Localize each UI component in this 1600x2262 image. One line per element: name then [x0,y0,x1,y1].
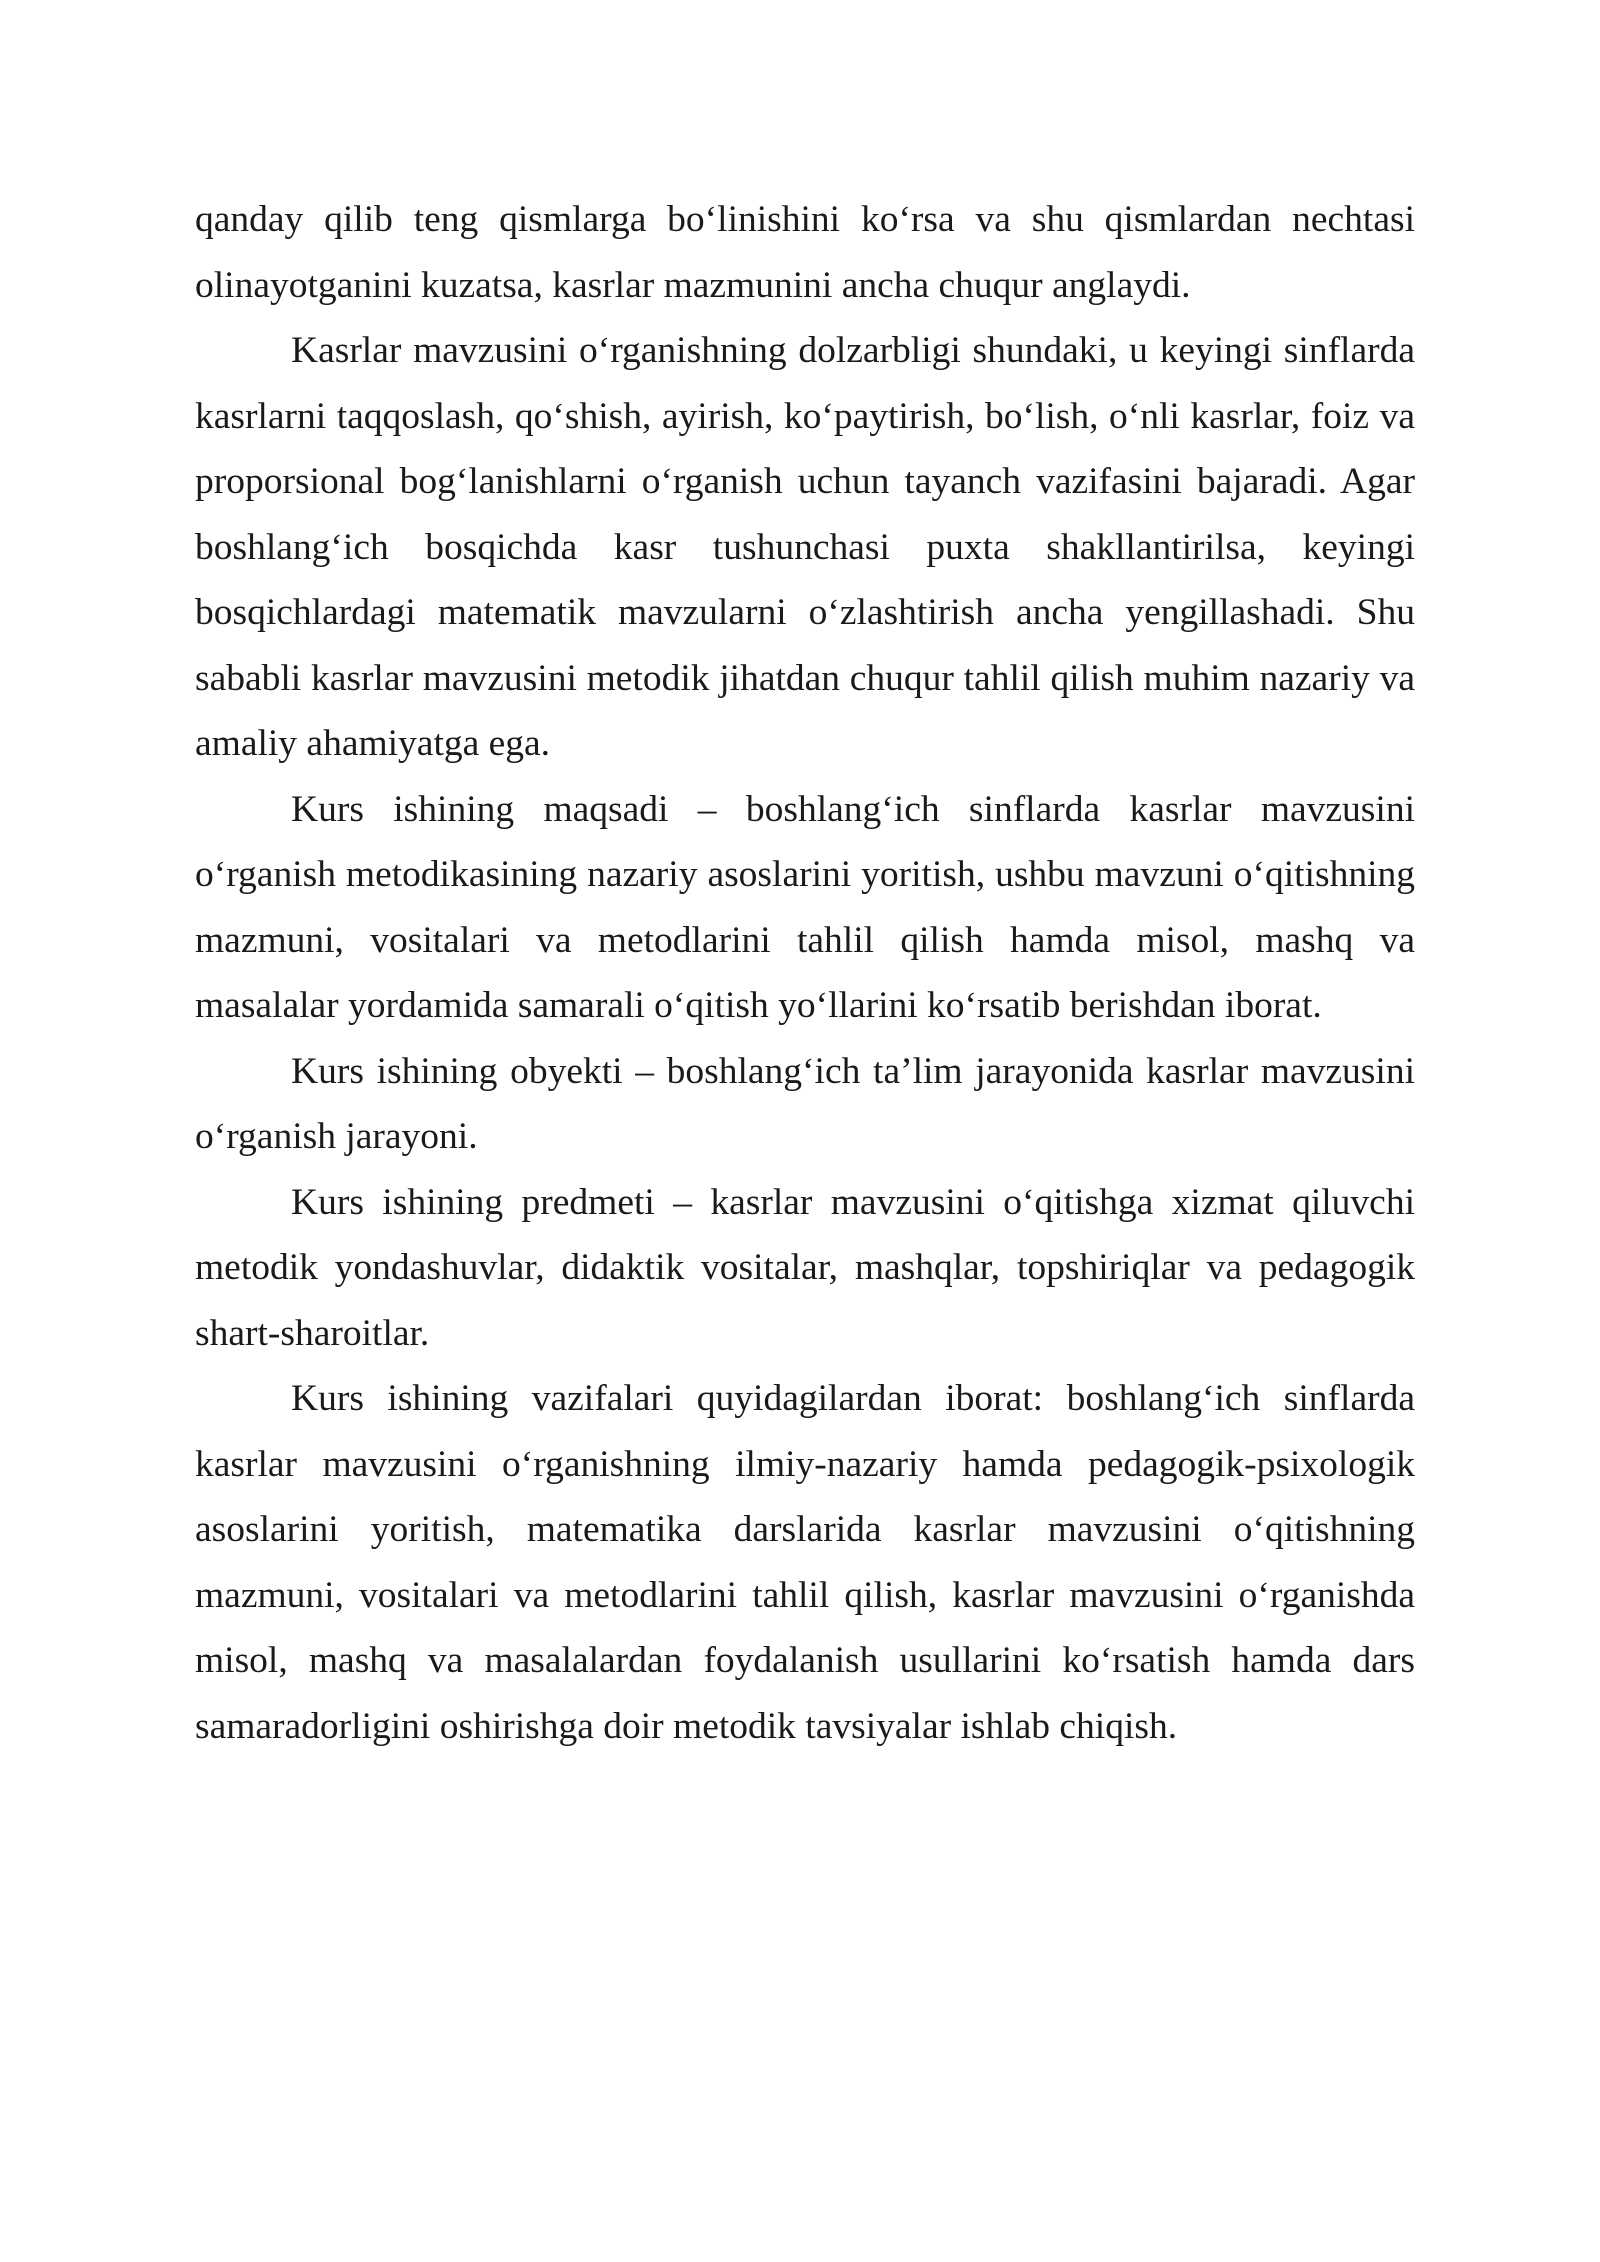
paragraph-goal: Kurs ishining maqsadi – boshlang‘ich sinflarda kasrlar mavzusini o‘rganish metodikasining nazariy asoslarini yoritish, ushbu mavzuni o‘qitishning mazmuni, vositalari va metodlarini tahlil qilish hamda misol, mashq va masalalar yordamida samarali o‘qitish yo‘llarini ko‘rsatib berishdan iborat. [195,788,1415,1026]
paragraph-tasks: Kurs ishining vazifalari quyidagilardan iborat: boshlang‘ich sinflarda kasrlar mavzusini o‘rganishning ilmiy-nazariy hamda pedagogik-psixologik asoslarini yoritish, matematika darslarida kasrlar mavzusini o‘qitishning mazmuni, vositalari va metodlarini tahlil qilish, kasrlar mavzusini o‘rganishda misol, mashq va masalalardan foydalanish usullarini ko‘rsatish hamda dars samaradorligini oshirishga doir metodik tavsiyalar ishlab chiqish. [195,1378,1415,1747]
paragraph-object: Kurs ishining obyekti – boshlang‘ich ta’lim jarayonida kasrlar mavzusini o‘rganish jarayoni. [195,1050,1415,1157]
body-text [195,187,1415,1759]
paragraph-continuation: qanday qilib teng qismlarga bo‘linishini ko‘rsa va shu qismlardan nechtasi olinayotganini kuzatsa, kasrlar mazmunini ancha chuqur anglaydi. [195,199,1415,306]
paragraph-relevance: Kasrlar mavzusini o‘rganishning dolzarbligi shundaki, u keyingi sinflarda kasrlarni taqqoslash, qo‘shish, ayirish, ko‘paytirish, bo‘lish, o‘nli kasrlar, foiz va proporsional bog‘lanishlarni o‘rganish uchun tayanch vazifasini bajaradi. Agar boshlang‘ich bosqichda kasr tushunchasi puxta shakllantirilsa, keyingi bosqichlardagi matematik mavzularni o‘zlashtirish ancha yengillashadi. Shu sababli kasrlar mavzusini metodik jihatdan chuqur tahlil qilish muhim nazariy va amaliy ahamiyatga ega. [195,330,1415,764]
paragraph-subject: Kurs ishining predmeti – kasrlar mavzusini o‘qitishga xizmat qiluvchi metodik yondashuvlar, didaktik vositalar, mashqlar, topshiriqlar va pedagogik shart-sharoitlar. [195,1181,1415,1354]
